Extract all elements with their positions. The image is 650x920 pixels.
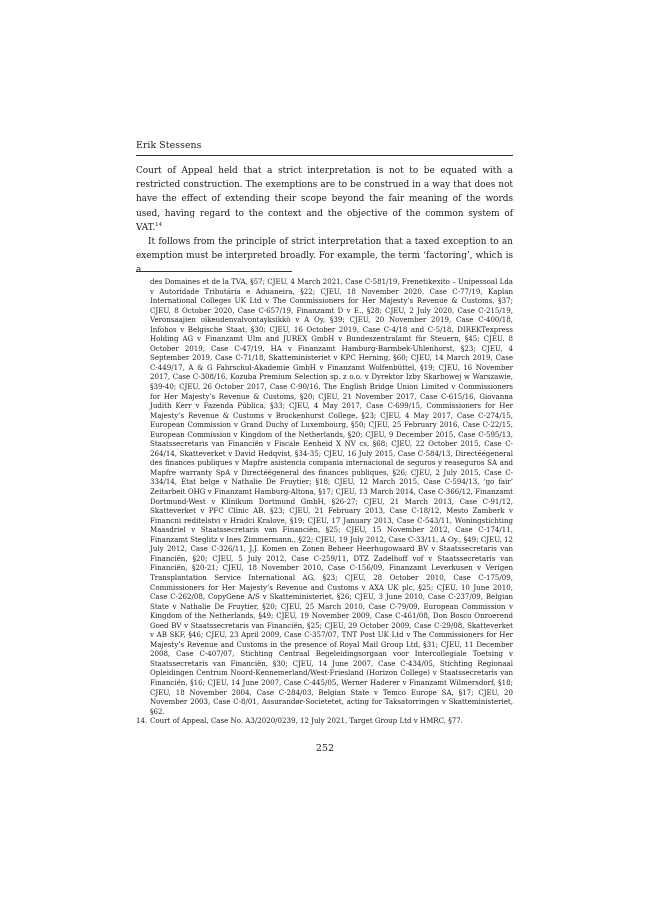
footnote-reference[interactable]: 14 — [155, 221, 163, 228]
paragraph — [136, 164, 513, 235]
body-text — [136, 164, 513, 278]
footnote-number: 14. — [136, 716, 148, 726]
footnote-item — [136, 716, 513, 726]
paragraph-text: Court of Appeal held that a strict interpretation is not to be equated with a restricted construction. The exemptions are to be construed in a way that does not have the effect of extending their scope beyond the fair meaning of the words used, having regard to the context and the objective of the common system of VAT. — [136, 166, 513, 233]
paragraph: It follows from the principle of strict interpretation that a taxed exception to an exemption must be interpreted broadly. For example, the term ‘factoring’, which is a — [136, 237, 513, 276]
footnotes — [136, 277, 513, 726]
running-head: Erik Stessens — [136, 140, 513, 156]
page-content — [136, 140, 513, 278]
footnote-separator — [136, 271, 292, 272]
footnote-continuation: des Domaines et de la TVA, §57; CJEU, 4 March 2021, Case C-581/19, Frenetikexito – Unipessoal Lda v Autoridade Tributária e Aduaneira, §22; CJEU, 18 November 2020, Case C-77/19, Kaplan International Colleges UK Ltd v The Commissioners for Her Majesty’s Revenue & Customs, §37; CJEU, 8 October 2020, Case C-657/19, Finanzamt D v E., §28; CJEU, 2 July 2020, Case C-215/19, Veronsaajien oikeudenvalvontayksikkö v A Oy, §39; CJEU, 20 November 2019, Case C-400/18, Infohos v Belgische Staat, §30; CJEU, 16 October 2019, Case C-4/18 and C-5/18, DIREKTexpress Holding AG v Finanzamt Ulm and JUREX GmbH v Bundeszentralamt für Steuern, §45; CJEU, 8 October 2019, Case C-47/19, HA v Finanzamt Hamburg-Barmbek-Uhlenhorst, §23; CJEU, 4 September 2019, Case C-71/18, Skatteministeriet v KPC Herning, §60; CJEU, 14 March 2019, Case C-449/17, A & G Fahrschul-Akademie GmbH v Finanzamt Wolfenbüttel, §19; CJEU, 16 November 2017, Case C-308/16, Kozuba Premium Selection sp. z o.o. v Dyrektor Izby Skarbowej w Warszawie, §39-40; CJEU, 26 October 2017, Case C-90/16, The English Bridge Union Limited v Commissioners for Her Majesty’s Revenue & Customs, §20; CJEU, 21 November 2017, Case C-615/16, Giovanna Judith Kerr v Fazenda Pública, §33; CJEU, 4 May 2017, Case C-699/15, Commissioners for Her Majesty’s Revenue & Customs v Brockenhurst College, §23; CJEU, 4 May 2017, Case C-274/15, European Commission v Grand Duchy of Luxembourg, §50; CJEU, 25 February 2016, Case C-22/15, European Commission v Kingdom of the Netherlands, §20; CJEU, 9 December 2015, Case C-595/13, Staatssecretaris van Financiën v Fiscale Eenheid X NV cs, §68; CJEU, 22 October 2015, Case C-264/14, Skatteverket v David Hedqvist, §34-35; CJEU, 16 July 2015, Case C-584/13, Directéégeneral des finances publiques v Mapfre asistencia compania internacional de seguros y reaseguros SA and Mapfre warranty SpA v Directéégeneral des finances publiques, §26; CJEU, 2 July 2015, Case C-334/14, État belge v Nathalie De Fruytier; §18; CJEU, 12 March 2015, Case C-594/13, ‘go fair’ Zeitarbeit OHG v Finanzamt Hamburg-Altona, §17; CJEU, 13 March 2014, Case C-366/12, Finanzamt Dortmund-West v Klinikum Dortmund GmbH, §26-27; CJEU, 21 March 2013, Case C-91/12, Skatteverket v PFC Clinic AB, §23; CJEU, 21 February 2013, Case C-18/12, Mesto Zamberk v Financni reditelstvi v Hradci Kralove, §19; CJEU, 17 January 2013, Case C-543/11, Woningstichting Maasdriel v Staatssecretaris van Financiën, §25; CJEU, 15 November 2012, Case C-174/11, Finanzamt Steglitz v Ines Zimmermann., §22; CJEU, 19 July 2012, Case C-33/11, A Oy., §49; CJEU, 12 July 2012, Case C-326/11, J.J. Komen en Zonen Beheer Heerhugowaard BV v Staatssecretaris van Financiën, §20; CJEU, 5 July 2012, Case C-259/11, DTZ Zadelhoff vof v Staatssecretaris van Financiën, §20-21; CJEU, 18 November 2010, Case C-156/09, Finanzamt Leverkusen v Verigen Transplantation Service International AG, §23; CJEU, 28 October 2010, Case C-175/09, Commissioners for Her Majesty’s Revenue and Customs v AXA UK plc, §25; CJEU, 10 June 2010, Case C-262/08, CopyGene A/S v Skatteministeriet, §26; CJEU, 3 June 2010, Case C-237/09, Belgian State v Nathalie De Fruytier, §20; CJEU, 25 March 2010, Case C-79/09, European Commission v Kingdom of the Netherlands, §49; CJEU, 19 November 2009, Case C-461/08, Don Bosco Onroerend Goed BV v Staatssecretaris van Financiën, §25; CJEU, 29 October 2009, Case C-29/08, Skatteverket v AB SKF, §46; CJEU, 23 April 2009, Case C-357/07, TNT Post UK Ltd v The Commissioners for Her Majesty’s Revenue and Customs in the presence of Royal Mail Group Ltd, §31; CJEU, 11 December 2008, Case C-407/07, Stichting Centraal Begeleidingsorgaan voor Intercollegiale Toetsing v Staatssecretaris van Financiën, §30; CJEU, 14 June 2007, Case C-434/05, Stichting Regionaal Opleidingen Centrum Noord-Kennemerland/West-Friesland (Horizon College) v Staatssecretaris van Financiën, §16; CJEU, 14 June 2007, Case C-445/05, Werner Haderer v Finanzamt Wilmersdorf, §18; CJEU, 18 November 2004, Case C-284/03, Belgian State v Temco Europe SA, §17; CJEU, 20 November 2003, Case C-8/01, Assurandør-Societetet, acting for Taksatorringen v Skatteministeriet, §62. — [150, 277, 513, 716]
footnote-text: Court of Appeal, Case No. A3/2020/0239, 12 July 2021, Target Group Ltd v HMRC, §77. — [150, 716, 463, 726]
page-number: 252 — [315, 743, 335, 754]
